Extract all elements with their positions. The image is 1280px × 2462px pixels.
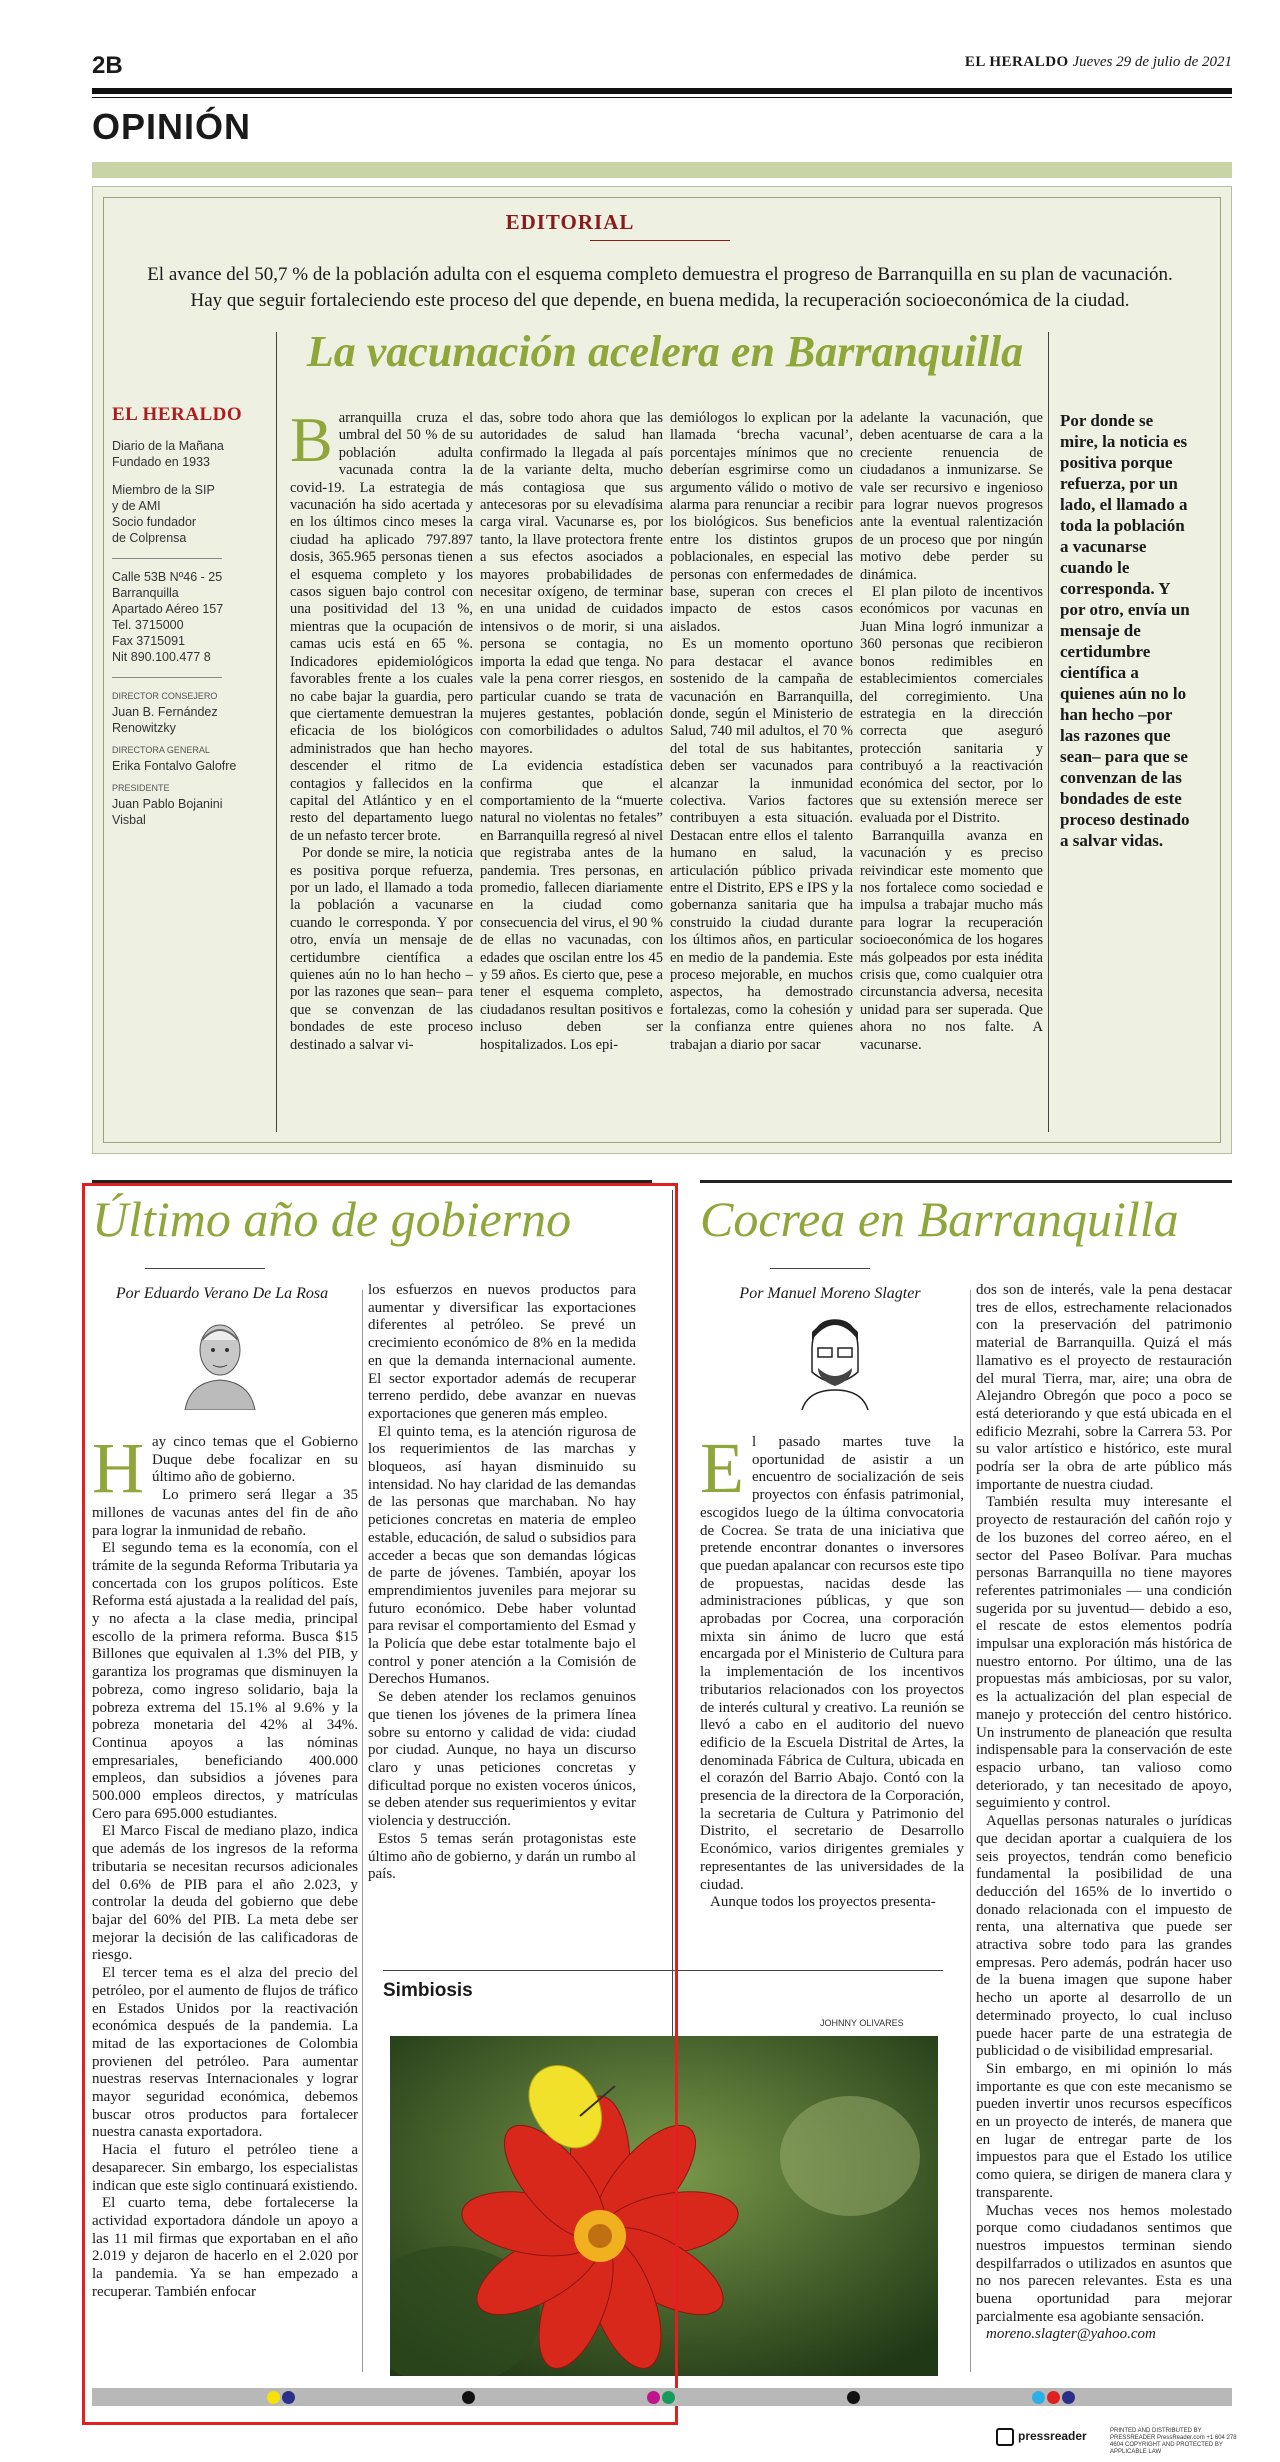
drop-cap: E [700, 1434, 744, 1508]
paragraph: Barranquilla avanza en vacunación y es preciso reivindicar este momento que nos fortalece como sociedad e impulsa a trabajar mucho más para lograr la recuperación socioeconómica de los hogares más golpeados por esta inédita crisis que, como cualquier otra circunstancia adversa, necesita unidad para ser superada. Que ahora no nos falte. A vacunarse. [860, 827, 1043, 1053]
paragraph: das, sobre todo ahora que las autoridades de salud han confirmado la llegada al país de la variante delta, mucho más contagiosa que sus antecesoras por su elevadísima carga viral. Vacunarse es, por tanto, la llave protectora frente a sus efectos asociados a mayores probabilidades de necesitar oxígeno, de terminar en una unidad de cuidados intensivos o de morir, si una persona se contagia, no importa la edad que tenga. No vale la pena correr riesgos, en particular cuando se trata de mujeres gestantes, población con comorbilidades o adultos mayores. [480, 410, 663, 757]
editorial-title: La vacunación acelera en Barranquilla [306, 327, 1024, 376]
editorial-kicker: EDITORIAL [505, 210, 635, 234]
author-portrait [790, 1310, 880, 1410]
editorial-column-2 [480, 410, 663, 1140]
address-line: Nit 890.100.477 8 [112, 650, 211, 664]
pressreader-notice: PRINTED AND DISTRIBUTED BY PRESSREADER PressReader.com +1 604 278 4604 COPYRIGHT AND PROTECTED BY APPLICABLE LAW [1110, 2428, 1237, 2455]
selection-highlight [82, 1183, 678, 2425]
address-line: Apartado Aéreo 157 [112, 602, 224, 616]
address-line: Barranquilla [112, 586, 179, 600]
paragraph: También resulta muy interesante el proyecto de restauración del cañón rojo y de los buzones del correo aéreo, en el sector del Paseo Bolívar. Para muchas personas Barranquilla no tiene mayores referentes patrimoniales — una condición sugerida por su juventud— debido a eso, el rescate de estos elementos podría impulsar una exploración más histórica de nuestro entorno. Por último, una de las propuestas más ambiciosas, por su valor, es la actualización del plan especial de manejo y protección del centro histórico. Un instrumento de planeación que resulta indispensable para la conservación de este espacio urbano, tan valioso como deteriorado, y tan necesitado de apoyo, seguimiento y control. [976, 1494, 1232, 1812]
paragraph: dos son de interés, vale la pena destacar tres de ellos, estrechamente relacionados con la preservación del patrimonio material de Barranquilla. Quizá el más llamativo es el proyecto de restauración del mural Tierra, mar, aire; una obra de Alejandro Obregón que poco a poco se está deteriorando y que está ubicada en el edificio Mezrahi, sobre la Carrera 53. Por su valor artístico e histórico, este mural podría ser la obra de arte público más importante de nuestra ciudad. [976, 1282, 1232, 1493]
issue-date: Jueves 29 de julio de 2021 [1072, 54, 1232, 70]
photo-credit: JOHNNY OLIVARES [820, 2018, 904, 2028]
paragraph: ay cinco temas que el Gobierno Duque debe focalizar en su último año de gobierno. [152, 1434, 358, 1486]
paragraph: El Marco Fiscal de mediano plazo, indica que además de los ingresos de la reforma tributaria se necesitan recursos adicionales del 0.6% de PIB para el año 2.023, y controlar la deuda del gobierno que debe bajar del 60% del PIB. La meta debe ser mejorar la decisión de las calificadoras de riesgo. [92, 1823, 358, 1964]
paragraph: l pasado martes tuve la oportunidad de asistir a un encuentro de socialización de seis proyectos con énfasis patrimonial, escogidos luego de la última convocatoria de Cocrea. Se trata de una iniciativa que pretende encontrar donantes o inversores que puedan apalancar con recursos este tipo de propuestas, nacidas desde las administraciones públicas, y que son aprobadas por Cocrea, una corporación mixta sin ánimo de lucro que está encargada por el Ministerio de Cultura para la implementación de los incentivos tributarios relacionados con los proyectos de interés cultural y creativo. La reunión se llevó a cabo en el auditorio del nuevo edificio de la Escuela Distrital de Artes, la denominada Fábrica de Cultura, ubicada en el corazón del Barrio Abajo. Contó con la presencia de la directora de la Corporación, la secretaria de Cultura y Patrimonio del Distrito, el secretario de Desarrollo Económico, varios dirigentes gremiales y representantes de las universidades de la ciudad. [700, 1434, 964, 1893]
blue-dot [282, 2391, 295, 2404]
article1-title: Último año de gobierno [92, 1191, 572, 1247]
paragraph: El cuarto tema, debe fortalecerse la actividad exportadora dándole un apoyo a las 11 mil firmas que exportaban en el año 2.019 y dejaron de hacerlo en el 2.020 por la pandemia. Ya se han empezado a recuperar. También enfocar [92, 2195, 358, 2300]
title-rule [770, 1268, 870, 1269]
paragraph: El segundo tema es la economía, con el trámite de la segunda Reforma Tributaria ya concertada con los grupos políticos. Este Reforma está ajustada a la realidad del país, y no afecta a la clase media, principal escollo de la primera reforma. Busca $15 Billones que equivalen al 1.3% del PIB, y garantiza los programas que disminuyen la pobreza, como ingreso solidario, baja la pobreza extrema del 15.1% al 9.6% y la pobreza monetaria del 42% al 34%. Continua apoyos a las nóminas empresariales, beneficiando 400.000 empleos, dan subsidios a jóvenes para 500.000 empleos directos, y matrículas Cero para 695.000 estudiantes. [92, 1540, 358, 1822]
paragraph: El plan piloto de incentivos económicos por vacunas en Juan Mina logró inmunizar a 360 personas que recibieron bonos redimibles en establecimientos comerciales del corregimiento. Una estrategia en la dirección correcta que aseguró protección sanitaria y contribuyó a la reactivación económica del sector, por lo que su extensión merece ser evaluada por el Distrito. [860, 584, 1043, 827]
staff-role: DIRECTOR CONSEJERO [112, 691, 218, 701]
green-dot [662, 2391, 675, 2404]
article2-column-1 [700, 1434, 964, 1950]
header-rule-thin [92, 97, 1232, 98]
paragraph: Es un momento oportuno para destacar el avance sostenido de la campaña de vacunación en Barranquilla, donde, según el Ministerio de Salud, 740 mil adultos, el 70 % del total de sus habitantes, deben ser vacunados para alcanzar la inmunidad colectiva. Varios factores contribuyen a esta situación. Destacan entre ellos el talento humano en salud, la articulación público privada entre el Distrito, EPS e IPS y la gobernanza sanitaria que ha construido la ciudad durante los últimos años, en particular en medio de la pandemia. Este proceso mejorable, en muchos aspectos, ha demostrado fortalezas, como la cohesión y la confianza entre quienes trabajan a diario por sacar [670, 636, 853, 1053]
paragraph: Se deben atender los reclamos genuinos que tienen los jóvenes de la primera línea sobre su entorno y calidad de vida: ciudad por ciudad. Aunque, no haya un discurso claro y unas peticiones concretas y dificultad porque no existen voceros únicos, se deben atender sus requerimientos y evitar violencia y destrucción. [368, 1689, 636, 1830]
staff-name: Erika Fontalvo Galofre [112, 759, 237, 773]
black-dot [847, 2391, 860, 2404]
registration-color-bar [92, 2388, 1232, 2406]
article2-byline: Por Manuel Moreno Slagter [739, 1285, 921, 1302]
info-line: Fundado en 1933 [112, 455, 211, 469]
paragraph: Lo primero será llegar a 35 millones de vacunas antes del fin de año para lograr la inmunidad de rebaño. [92, 1487, 358, 1539]
column-divider [970, 1290, 971, 2372]
page-number: 2B [92, 52, 123, 79]
cyan-dot [1032, 2391, 1045, 2404]
pull-quote: Por donde se mire, la noticia es positiva porque refuerza, por un lado, el llamado a toda la población a vacunarse cuando le corresponda. Y por otro, envía un mensaje de certidumbre científica a quienes aún no lo han hecho –por las razones que sean– para que se convenzan de las bondades de este proceso destinado a salvar vidas. [1060, 411, 1190, 850]
staff-name: Juan B. Fernández Renowitzky [112, 705, 218, 735]
paragraph: Sin embargo, en mi opinión lo más importante es que con este mecanismo se pueden invertir unos recursos específicos en un proyecto de interés, de manera que en lugar de entregar parte de los impuestos para que el Estado los utilice como quiera, se dirigen de manera clara y transparente. [976, 2060, 1232, 2201]
masthead [965, 54, 1232, 71]
staff-name: Juan Pablo Bojanini Visbal [112, 797, 223, 827]
paragraph: arranquilla cruza el umbral del 50 % de su población adulta vacunada contra la covid-19. La estrategia de vacunación ha sido acertada y en los últimos cinco meses la ciudad ha aplicado 797.897 dosis, 365.965 personas tienen el esquema completo y los casos siguen bajo control con una positividad del 13 %, mientras que la ocupación de camas ucis está en 65 %. Indicadores epidemiológicos favorables frente a los cuales no cabe bajar la guardia, pero que ciertamente demuestran la eficacia de los biológicos administrados que han hecho descender el ritmo de contagios y fallecidos en la capital del Atlántico y en el resto del departamento luego de un nefasto tercer brote. [290, 410, 473, 844]
address-line: Tel. 3715000 [112, 618, 184, 632]
heraldo-logo: EL HERALDO [112, 404, 243, 425]
article1-byline: Por Eduardo Verano De La Rosa [115, 1285, 329, 1302]
paragraph: adelante la vacunación, que deben acentuarse de cara a la creciente renuencia de ciudadanos a inmunizarse. Se vale ser recursivo e ingenioso para lograr nuevos progresos ante la eventual ralentización de un proceso que por ningún motivo debe perder su dinámica. [860, 410, 1043, 583]
address-line: Fax 3715091 [112, 634, 185, 648]
article2-column-2 [976, 1282, 1232, 2366]
editorial-column-4 [860, 410, 1043, 1140]
pressreader-logo[interactable] [996, 2428, 1087, 2446]
editorial-column-1 [290, 410, 473, 1140]
editorial-lead [130, 262, 1190, 314]
column-divider [1048, 332, 1049, 1132]
paragraph: Aquellas personas naturales o jurídicas que decidan aportar a cualquiera de los seis proyectos, tendrán como beneficio fundamental la posibilidad de una deducción del 165% de lo invertido o donado relacionada con el impuesto de renta, una alternativa que puede ser atractiva sobre todo para las grandes empresas. Pero además, podrán hacer uso de la buena imagen que supone haber hecho un aporte al desarrollo de un determinado proyecto, lo cual incluso puede hacer parte de una estrategia de publicidad o de visibilidad empresarial. [976, 1813, 1232, 2060]
paragraph: Estos 5 temas serán protagonistas este último año de gobierno, y darán un rumbo al país. [368, 1830, 636, 1883]
paragraph: El tercer tema es el alza del precio del petróleo, por el aumento de flujos de tráfico en Estados Unidos por la reactivación económica después de la pandemia. La mitad de las exportaciones de Colombia provienen del petróleo. Para aumentar nuestras reservas Internacionales y lograr mayor seguridad económica, debemos buscar otros productos para fortalecer nuestra canasta exportadora. [92, 1965, 358, 2141]
paper-name: EL HERALDO [964, 54, 1069, 70]
address-line: Calle 53B Nº46 - 25 [112, 570, 223, 584]
info-line: Socio fundador [112, 515, 197, 529]
section-title: OPINIÓN [92, 106, 252, 147]
magenta-dot [647, 2391, 660, 2404]
editorial-column-3 [670, 410, 853, 1140]
header-rule [92, 88, 1232, 94]
drop-cap: B [290, 410, 333, 475]
pressreader-icon [996, 2428, 1014, 2446]
lead-line-1: El avance del 50,7 % de la población adulta con el esquema completo demuestra el progreso de Barranquilla en su plan de vacunación. [147, 264, 1173, 285]
info-line: de Colprensa [112, 531, 187, 545]
article2-title: Cocrea en Barranquilla [700, 1191, 1179, 1247]
article-top-rule [700, 1180, 1232, 1183]
author-email[interactable]: moreno.slagter@yahoo.com [986, 2326, 1156, 2343]
info-line: y de AMI [112, 499, 161, 513]
info-line: Diario de la Mañana [112, 439, 224, 453]
photo-heading: Simbiosis [383, 1980, 473, 2001]
staff-role: DIRECTORA GENERAL [112, 745, 210, 755]
paragraph: Aunque todos los proyectos presenta- [710, 1894, 936, 1911]
paragraph: Hacia el futuro el petróleo tiene a desaparecer. Sin embargo, los especialistas indican que este siglo continuará existiendo. [92, 2142, 358, 2194]
column-divider [276, 332, 277, 1132]
section-band [92, 162, 1232, 178]
black-dot [462, 2391, 475, 2404]
paragraph: Muchas veces nos hemos molestado porque como ciudadanos sentimos que nuestros impuestos terminan siendo despilfarrados o utilizados en asuntos que no nos parecen relevantes. Esta es una buena oportunidad para mejorar parcialmente esa agobiante sensación. [976, 2202, 1232, 2325]
lead-line-2: Hay que seguir fortaleciendo este proceso del que depende, en buena medida, la recuperación socioeconómica de la ciudad. [190, 290, 1130, 311]
red-dot [1047, 2391, 1060, 2404]
drop-cap: H [92, 1434, 144, 1508]
pressreader-brand: pressreader [1018, 2429, 1087, 2444]
staff-role: PRESIDENTE [112, 783, 170, 793]
masthead-info [112, 404, 252, 834]
paragraph: Por donde se mire, la noticia es positiva porque refuerza, por un lado, el llamado a toda la población a vacunarse cuando le corresponda. Y por otro, envía un mensaje de certidumbre científica a quienes aún no lo han hecho –por las razones que sean– para que se convenzan de las bondades de este proceso destinado a salvar vi- [290, 845, 473, 1053]
kicker-underline [590, 240, 730, 241]
paragraph: demiólogos lo explican por la llamada ‘brecha vacunal’, porcentajes mínimos que no deberían esgrimirse como un argumento válido o motivo de alarma para renunciar a recibir los biológicos. Sus beneficios entre los distintos grupos poblacionales, en especial las personas con enfermedades de base, superan con creces el impacto de estos casos aislados. [670, 410, 853, 635]
info-line: Miembro de la SIP [112, 483, 215, 497]
paragraph: El quinto tema, es la atención rigurosa de los requerimientos de las marchas y bloqueos, así hayan disminuido su intensidad. No hay claridad de las demandas de las personas que marchaban. No hay peticiones concretas en materia de empleo estable, educación, de salud o subsidios para acceder a becas que son demandas lógicas de parte de jóvenes. También, apoyar los emprendimientos juveniles para mejorar su futuro económico. Debe haber voluntad para revisar el comportamiento del Esmad y la Policía que debe estar totalmente bajo el control y poner atención a la Comisión de Derechos Humanos. [368, 1423, 636, 1688]
paragraph: La evidencia estadística confirma que el comportamiento de la “muerte natural no violentas no fetales” en Barranquilla regresó al nivel que registraba antes de la pandemia. Tres personas, en promedio, fallecen diariamente en la ciudad como consecuencia del virus, el 90 % de ellas no vacunadas, con edades que oscilan entre los 45 y 59 años. Es cierto que, pese a tener el esquema completo, ciudadanos resultan positivos e incluso deben ser hospitalizados. Los epi- [480, 758, 663, 1053]
paragraph: los esfuerzos en nuevos productos para aumentar y diversificar las exportaciones diferentes al petróleo. Se prevé un crecimiento económico de 8% en la medida en que la demanda internacional aumente. El sector exportador además de recuperar terreno perdido, debe avanzar en nuevas exportaciones que generen más empleo. [368, 1282, 636, 1422]
blue-dot [1062, 2391, 1075, 2404]
yellow-dot [267, 2391, 280, 2404]
